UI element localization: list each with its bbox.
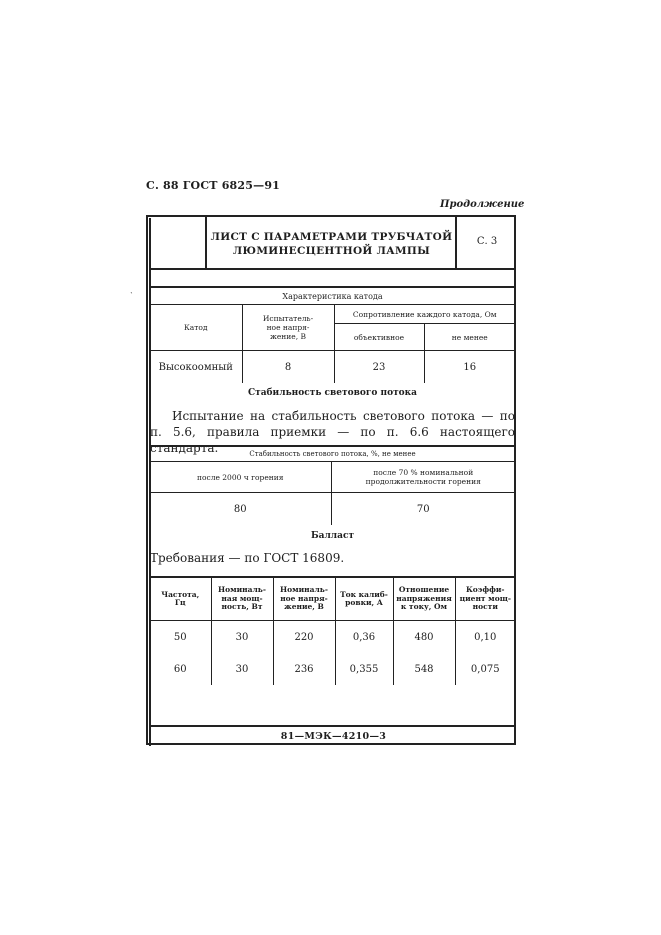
cathode-table	[150, 286, 515, 383]
ballast-text: Требования — по ГОСТ 16809.	[150, 551, 345, 565]
col-power-factor	[455, 577, 515, 621]
col-after-2000h: после 2000 ч горения	[150, 462, 331, 493]
col-ratio-line3: к току, Ом	[400, 602, 448, 612]
col-frequency-line1: Частота,	[161, 589, 200, 599]
ballast-heading: Балласт	[310, 531, 355, 541]
col-nominal-voltage-line2: ное напря-	[280, 593, 328, 603]
col-calibration-current	[335, 577, 393, 621]
col-test-voltage-line3: жение, В	[269, 332, 307, 341]
col-nominal-voltage-line3: жение, В	[284, 602, 324, 612]
col-frequency-line2: Гц	[174, 598, 186, 607]
sheet-title	[210, 230, 453, 258]
col-power-factor-line2: циент мощ-	[459, 593, 511, 603]
title-divider-left	[205, 215, 207, 270]
table-row	[150, 653, 515, 685]
table-row	[150, 493, 515, 526]
stability-table-caption: Стабильность светового потока, %, не менее	[150, 446, 515, 462]
footer-divider	[151, 725, 516, 727]
col-after-70pct	[331, 462, 515, 493]
cell-ratio: 480	[393, 621, 455, 654]
cell-power-factor: 0,10	[455, 621, 515, 654]
sheet-title-line2: ЛЮМИНЕСЦЕНТНОЙ ЛАМПЫ	[232, 245, 431, 257]
cell-after-70pct: 70	[331, 493, 515, 526]
col-after-70pct-line1: после 70 % номинальной	[373, 468, 474, 477]
table-row	[150, 621, 515, 654]
col-after-70pct-line2: продолжительности горения	[365, 477, 481, 486]
col-nominal-power-line3: ность, Вт	[221, 602, 263, 612]
col-nominal-power-line2: ная мощ-	[221, 593, 263, 603]
ballast-table	[150, 576, 515, 685]
stability-table	[150, 445, 515, 525]
sheet-title-line1: ЛИСТ С ПАРАМЕТРАМИ ТРУБЧАТОЙ	[210, 231, 453, 243]
margin-mark: `	[130, 292, 134, 300]
col-power-factor-line1: Коэффи-	[465, 585, 505, 595]
cell-nominal-power: 30	[211, 653, 273, 685]
sheet-page-ref: С. 3	[476, 236, 498, 247]
cathode-table-caption: Характеристика катода	[150, 287, 515, 305]
title-divider-right	[455, 215, 457, 270]
col-nominal-voltage	[273, 577, 335, 621]
col-voltage-current-ratio	[393, 577, 455, 621]
cell-calibration-current: 0,355	[335, 653, 393, 685]
table-row	[150, 351, 515, 384]
cell-effective: 23	[334, 351, 424, 384]
page-header-standard: С. 88 ГОСТ 6825—91	[146, 179, 281, 192]
cell-frequency: 60	[173, 663, 187, 675]
col-nominal-power	[211, 577, 273, 621]
stability-text: Испытание на стабильность светового потока — по п. 5.6, правила приемки — по п. 6.6 настоящего стандарта.	[150, 409, 515, 455]
col-frequency	[150, 577, 211, 621]
col-calibration-current-line2: ровки, А	[345, 598, 383, 607]
col-cathode: Катод	[150, 305, 242, 351]
col-test-voltage-line1: Испытатель-	[262, 314, 314, 323]
cell-min: 16	[424, 351, 515, 384]
cell-voltage: 8	[242, 351, 334, 384]
col-test-voltage	[242, 305, 334, 351]
col-ratio-line2: напряжения	[396, 593, 452, 603]
cell-frequency: 50	[173, 631, 187, 643]
col-effective: объективное	[334, 324, 424, 351]
col-resistance: Сопротивление каждого катода, Ом	[334, 305, 515, 324]
cell-nominal-voltage: 220	[273, 621, 335, 654]
footer-code: 81—МЭК—4210—3	[280, 731, 387, 742]
col-nominal-voltage-line1: Номиналь-	[279, 585, 328, 595]
cell-power-factor: 0,075	[455, 653, 515, 685]
cell-nominal-power: 30	[211, 621, 273, 654]
cell-calibration-current: 0,36	[335, 621, 393, 654]
cell-nominal-voltage: 236	[273, 653, 335, 685]
cell-cathode: Высокоомный	[158, 361, 233, 373]
continuation-label: Продолжение	[440, 199, 525, 210]
col-ratio-line1: Отношение	[398, 585, 450, 595]
col-test-voltage-line2: ное напря-	[266, 323, 310, 332]
col-nominal-power-line1: Номиналь-	[217, 585, 266, 595]
stability-heading: Стабильность светового потока	[247, 388, 418, 398]
col-power-factor-line3: ности	[472, 602, 498, 612]
col-calibration-current-line1: Ток калиб-	[340, 589, 388, 599]
cell-ratio: 548	[393, 653, 455, 685]
col-min: не менее	[424, 324, 515, 351]
cell-after-2000h: 80	[233, 503, 247, 515]
